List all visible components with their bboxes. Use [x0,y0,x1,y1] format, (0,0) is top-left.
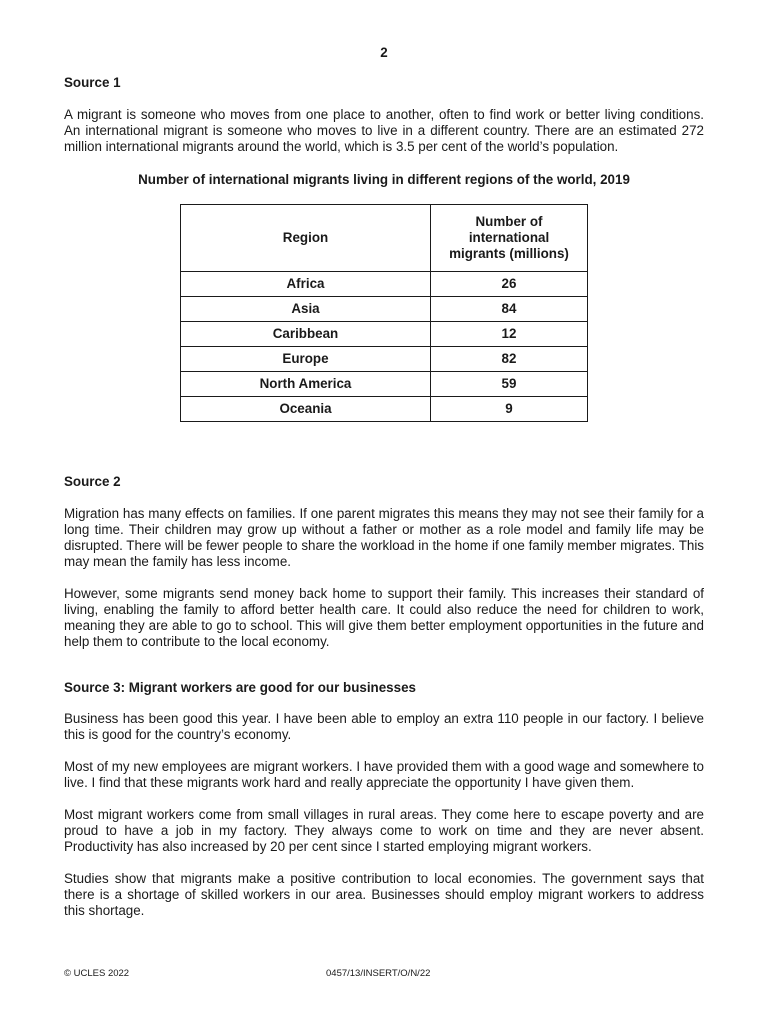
table-row [181,272,588,297]
cell-value: 9 [431,397,588,422]
footer-code: 0457/13/INSERT/O/N/22 [326,968,431,979]
source-1 [64,75,704,422]
source-3-paragraph-3: Most migrant workers come from small villages in rural areas. They come here to escape poverty and are proud to have a job in my factory. They always come to work on time and they are never absent. Productivity has also increased by 20 per cent since I started employing migrant workers. [64,807,704,854]
source-3-heading: Source 3: Migrant workers are good for our businesses [64,680,416,695]
table-row [181,347,588,372]
cell-value: 26 [431,272,588,297]
source-3-paragraph-2: Most of my new employees are migrant workers. I have provided them with a good wage and somewhere to live. I find that these migrants work hard and really appreciate the opportunity I have given them. [64,759,704,790]
migrants-table [180,204,588,422]
source-2 [64,474,704,650]
table-row [181,397,588,422]
source-3 [64,680,704,919]
cell-value: 84 [431,297,588,322]
cell-region: North America [181,372,431,397]
table-title: Number of international migrants living in different regions of the world, 2019 [138,172,630,187]
cell-region: Europe [181,347,431,372]
header-region: Region [181,205,431,272]
source-1-paragraph: A migrant is someone who moves from one place to another, often to find work or better living conditions. An international migrant is someone who moves to live in a different country. There are an estimated 272 million international migrants around the world, which is 3.5 per cent of the world’s population. [64,107,704,154]
source-1-heading: Source 1 [64,75,121,90]
source-2-paragraph-2: However, some migrants send money back home to support their family. This increases their standard of living, enabling the family to afford better health care. It could also reduce the need for children to work, meaning they are able to go to school. This will give them better employment opportunities in the future and help them to contribute to the local economy. [64,586,704,649]
source-3-paragraph-4: Studies show that migrants make a positive contribution to local economies. The government says that there is a shortage of skilled workers in our area. Businesses should employ migrant workers to address this shortage. [64,871,704,918]
page-number: 2 [380,45,388,60]
table-row [181,322,588,347]
cell-value: 59 [431,372,588,397]
cell-region: Oceania [181,397,431,422]
cell-value: 82 [431,347,588,372]
cell-region: Asia [181,297,431,322]
cell-region: Africa [181,272,431,297]
table-header-row [181,205,588,272]
cell-region: Caribbean [181,322,431,347]
source-3-paragraph-1: Business has been good this year. I have been able to employ an extra 110 people in our factory. I believe this is good for the country’s economy. [64,711,704,742]
table-row [181,297,588,322]
cell-value: 12 [431,322,588,347]
header-number: Number of international migrants (millions) [431,205,588,272]
source-2-heading: Source 2 [64,474,121,489]
footer-copyright: © UCLES 2022 [64,968,130,979]
source-2-paragraph-1: Migration has many effects on families. If one parent migrates this means they may not see their family for a long time. Their children may grow up without a father or mother as a role model and family life may be disrupted. There will be fewer people to share the workload in the home if one family member migrates. This may mean the family has less income. [64,506,704,569]
table-row [181,372,588,397]
